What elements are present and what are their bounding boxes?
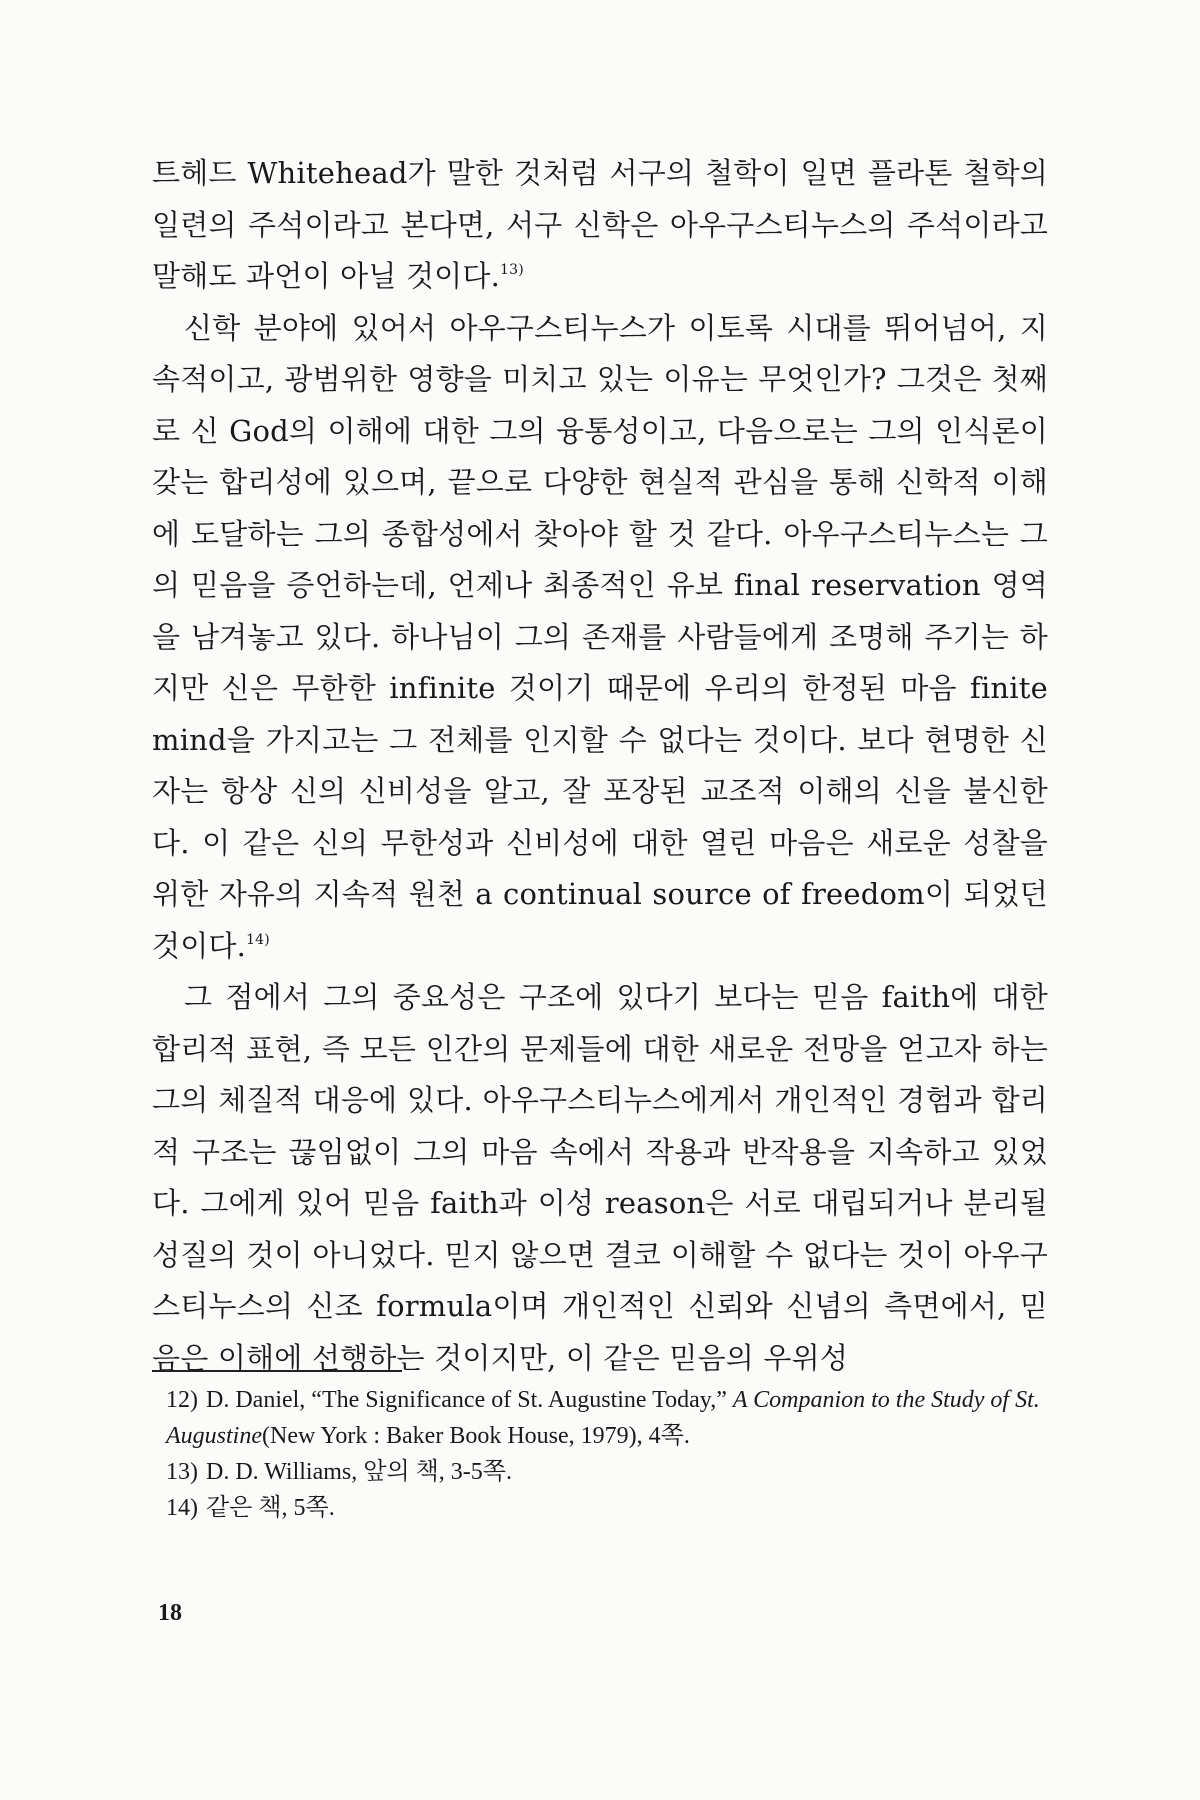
paragraph-1 [152,148,1048,303]
footnote-13 [166,1454,1048,1490]
footnotes [166,1382,1048,1526]
body-text [152,148,1048,1384]
footnote-text: D. Daniel, “The Significance of St. Augustine Today,” [206,1387,733,1413]
footnote-number: 13) [166,1459,198,1485]
footnote-book-title: A Companion to the Study of St. Augustine [166,1387,1040,1449]
footnote-text: 같은 책, 5쪽. [206,1495,335,1521]
paragraph-3-text: 그 점에서 그의 중요성은 구조에 있다기 보다는 믿음 faith에 대한 합리적 표현, 즉 모든 인간의 문제들에 대한 새로운 전망을 얻고자 하는 그의 체질적 대응에 있다. 아우구스티누스에게서 개인적인 경험과 합리적 구조는 끊임없이 그의 마음 속에서 작용과 반작용을 지속하고 있었다. 그에게 있어 믿음 faith과 이성 reason은 서로 대립되거나 분리될 성질의 것이 아니었다. 믿지 않으면 결코 이해할 수 없다는 것이 아우구스티누스의 신조 formula이며 개인적인 신뢰와 신념의 측면에서, 믿음은 이해에 선행하는 것이지만, 이 같은 믿음의 우위성 [152,980,1048,1375]
footnote-number: 12) [166,1387,198,1413]
footnote-14 [166,1490,1048,1526]
footnote-text: D. D. Williams, 앞의 책, 3-5쪽. [206,1459,512,1485]
paragraph-1-text: 트헤드 Whitehead가 말한 것처럼 서구의 철학이 일면 플라톤 철학의 일련의 주석이라고 본다면, 서구 신학은 아우구스티누스의 주석이라고 말해도 과언이 아닐 것이다. [152,156,1048,293]
footnote-ref-13: 13) [500,262,524,278]
footnote-12 [166,1382,1048,1454]
footnote-divider [152,1370,402,1372]
page-number: 18 [158,1600,182,1626]
footnote-text: (New York : Baker Book House, 1979), 4쪽. [262,1423,690,1449]
paragraph-2 [152,303,1048,973]
paragraph-3 [152,972,1048,1384]
footnote-number: 14) [166,1495,198,1521]
footnote-ref-14: 14) [246,931,270,948]
paragraph-2-text: 신학 분야에 있어서 아우구스티누스가 이토록 시대를 뛰어넘어, 지속적이고, 광범위한 영향을 미치고 있는 이유는 무엇인가? 그것은 첫째로 신 God의 이해에 대한 그의 융통성이고, 다음으로는 그의 인식론이 갖는 합리성에 있으며, 끝으로 다양한 현실적 관심을 통해 신학적 이해에 도달하는 그의 종합성에서 찾아야 할 것 같다. 아우구스티누스는 그의 믿음을 증언하는데, 언제나 최종적인 유보 final reservation 영역을 남겨놓고 있다. 하나님이 그의 존재를 사람들에게 조명해 주기는 하지만 신은 무한한 infinite 것이기 때문에 우리의 한정된 마음 finite mind을 가지고는 그 전체를 인지할 수 없다는 것이다. 보다 현명한 신자는 항상 신의 신비성을 알고, 잘 포장된 교조적 이해의 신을 불신한다. 이 같은 신의 무한성과 신비성에 대한 열린 마음은 새로운 성찰을 위한 자유의 지속적 원천 a continual source of freedom이 되었던 것이다. [152,310,1048,963]
